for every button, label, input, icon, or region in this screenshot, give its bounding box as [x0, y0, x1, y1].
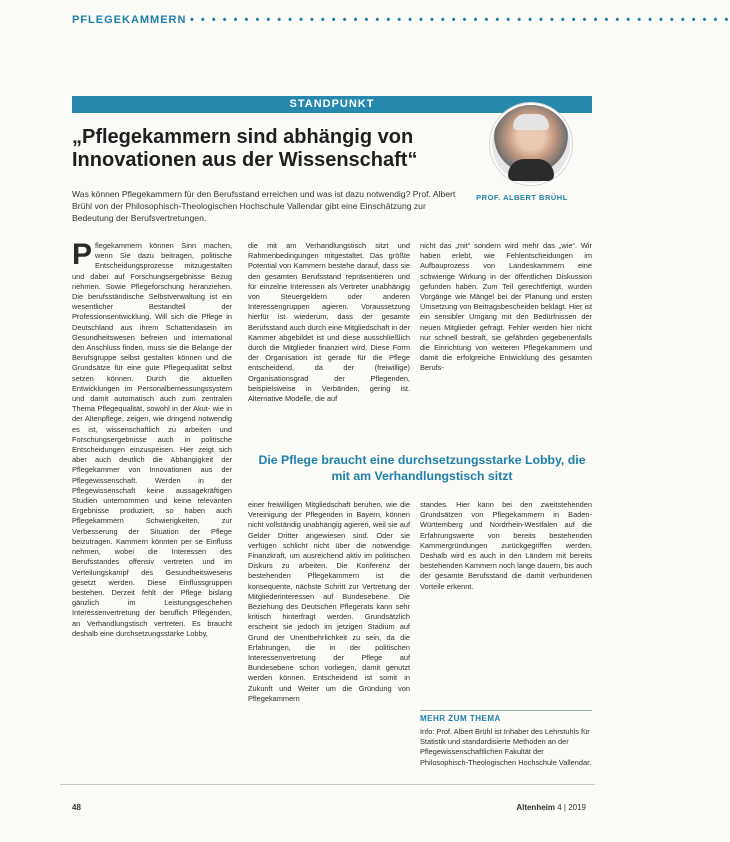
article-lead: Was können Pflegekammern für den Berufsstand erreichen und was ist dazu notwendig? Prof. Albert Brühl von der Philosophisch-Theologischen Hochschule Vallendar gibt eine Einschätzung zur Bedeutung der Berufsvertretungen.: [72, 189, 456, 224]
info-box-text: Info: Prof. Albert Brühl ist Inhaber des Lehrstuhls für Statistik und standardisierte Methoden an der Pflegewissenschaftlichen Fakultät der Philosophisch-Theologischen Hochschule Vallendar.: [420, 727, 592, 767]
portrait-hair: [513, 114, 549, 130]
info-box: [420, 710, 592, 768]
body-column-3: nicht das „mit“ sondern wird mehr das „wie“. Wir haben erlebt, wie Fehlentscheidungen im Aufbauprozess von Landeskammern eine schwierige Wirkung in der öffentlichen Diskussion gefunden haben. Zum Teil gerechtfertigt, wurden Vorgänge wie Mängel bei der Planung und ersten Umsetzung von Beitragsbescheiden beklagt. Hier ist ein sensibler Umgang mit den Bedürfnissen der neuen Mitglieder gefragt. Fehler werden hier nicht nur schnell bestraft, sie gefährden gegebenenfalls die Einrichtung von weiteren Pflegekammern und damit die erfolgreiche Entwicklung des gesamten Berufs-: [420, 241, 592, 373]
body-column-2-continued: einer freiwilligen Mitgliedschaft beruhen, wie die Vereinigung der Pflegenden in Bayern, können nicht vollständig unabhängig agieren, weil sie auf Gelder Dritter angewiesen sind. Oder sie verfügen schlicht nicht über die notwendige Finanzkraft, um ausreichend aktiv im politischen Diskurs zu arbeiten. Die Konferenz der bestehenden Pflegekammern ist die konsequente, nächste Schritt zur Vertretung der Mitgliederinteressen auf Bundesebene. Die Beziehung des Deutschen Pflegerats kann sehr kritisch hinterfragt werden. Grundsätzlich erscheint sie jedoch im jetzigen Stadium auf Grund der Unentbehrlichkeit zu sein, da die Erfahrungen, die in der politischen Interessenvertretung der Pflege auf Bundesebene schon vorliegen, damit genutzt werden können. Entscheidend ist somit in Zukunft und Weiter um die Gründung von Pflegekammern: [248, 500, 410, 703]
magazine-name: Altenheim: [516, 803, 555, 812]
portrait-shirt: [508, 159, 554, 181]
body-column-2: die mit am Verhandlungstisch sitzt und Rahmenbedingungen mitgestaltet. Das größte Potential von Kammern bestehe darauf, dass sie den gesamten Berufsstand repräsentieren und für einzelne Interessen als Vertreter unabhängig von Steuergeldern oder anderen Interessengruppen agieren. Voraussetzung hierfür ist wiederum, dass der gesamte Berufsstand auch durch eine Mitgliedschaft in der Kammer abgebildet ist und diese ausschließlich durch die Mitglieder finanziert wird. Diese Form der Organisation ist gerade für die Pflege entscheidend, da der (freiwillige) Organisationsgrad der Pflegenden, beispielsweise in Verbänden, gering ist. Alternative Modelle, die auf: [248, 241, 410, 404]
author-portrait: [492, 105, 570, 183]
body-column-3-continued: standes. Hier kann bei den zweitstehenden Grundsätzen von Pflegekammern in Baden-Württemberg und Nordrhein-Westfalen auf die Erfahrungswerte von bereits bestehenden Kammergründungen zurückgegriffen werden. Deshalb wird es auch in den Ländern mit bereits bestehenden Kammern noch lange dauern, bis auch der gesamte Berufsstand die damit verbundenen Vorteile erkennt.: [420, 500, 592, 591]
footer-divider: [60, 784, 595, 785]
pull-quote-subhead: Die Pflege braucht eine durchsetzungsstarke Lobby, die mit am Verhandlungstisch sitzt: [258, 453, 586, 483]
section-header: [72, 14, 730, 32]
photo-caption: PROF. ALBERT BRÜHL: [476, 193, 568, 202]
magazine-footer: [516, 803, 586, 812]
body-text-1: flegekammern können Sinn machen, wenn Sie dazu beitragen, politische Entscheidungsprozesse mitzugestalten und dabei auf Forschungsergebnisse Bezug nehmen. Sowie Pflegeforschung heranziehen. Die berufsständische Selbstverwaltung ist ein wesentlicher Bestandteil der Professionsentwicklung. Will sich die Pflege in Deutschland aus ihrem Schattendasein im Gesundheitswesen befreien und international den Anschluss finden, muss sie die Belange der Berufsgruppe selbst gestalten können und die Grundsätze für eine gute Pflegequalität selbst setzen können. Durch die aktuellen Entwicklungen im Personalbemessungssystem und damit automatisch auch zum zentralen Thema Pflegequalität, sowohl in der Akut- wie in der Altenpflege, zeigen, wie dringend notwendig es ist, wissenschaftlich zu arbeiten und Forschungsergebnisse auch in politische Entscheidungen einzuspeisen. Hier zeigt sich aber auch deutlich die Abhängigkeit der Pflegekammer von Innovationen aus der Pflegewissenschaft. Werden in der Pflegewissenschaft keine aussagekräftigen Studien unternommen und keine relevanten Ergebnisse produziert, so haben auch Pflegekammern Schwierigkeiten, zur Verbesserung der Situation der Pflege beizutragen. Kammern könnten per se Einfluss nehmen, wobei die Interessen des Berufsstandes offensiv vertreten und im Verteilungskampf des Gesundheitswesens gesetzt werden. Diese Einflussgruppen bestehen. Derzeit fehlt der Pflege bislang gänzlich im Leistungsgeschehen Interessenvertretung der beruflich Pflegenden, an Verhandlungstisch vertreten. Es braucht deshalb eine durchsetzungsstarke Lobby,: [72, 241, 232, 638]
body-column-1: [72, 238, 232, 639]
kicker-bar: STANDPUNKT: [72, 96, 592, 113]
magazine-issue: 4 | 2019: [557, 803, 586, 812]
page-number: 48: [72, 803, 81, 812]
dropcap: P: [72, 238, 93, 271]
header-dots: • • • • • • • • • • • • • • • • • • • • • • • • • • • • • • • • • • • • • • • • • • • • • • • • • •: [190, 14, 730, 26]
section-label: PFLEGEKAMMERN: [72, 14, 187, 26]
article-title: „Pflegekammern sind abhängig von Innovationen aus der Wissenschaft“: [72, 126, 418, 171]
info-box-title: MEHR ZUM THEMA: [420, 714, 501, 723]
